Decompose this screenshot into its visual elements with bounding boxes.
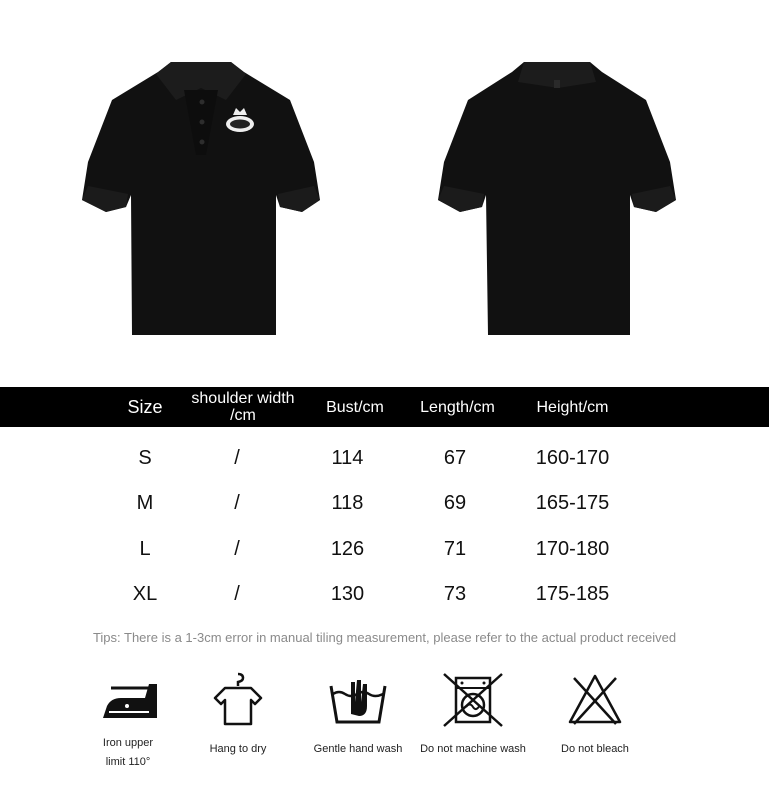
header-shoulder-width xyxy=(178,387,308,427)
cell-size: M xyxy=(136,491,154,514)
iron-label-line1: Iron upper xyxy=(102,737,154,749)
polo-back-image xyxy=(432,50,682,345)
wash-label: Gentle hand wash xyxy=(313,743,403,755)
polo-front-image xyxy=(76,50,326,345)
cell-shoulder: / xyxy=(234,491,240,514)
cell-length: 69 xyxy=(443,491,467,514)
table-row xyxy=(0,443,769,473)
header-shoulder-line2: /cm xyxy=(230,407,256,424)
cell-length: 73 xyxy=(443,582,467,605)
no-bleach-icon xyxy=(564,672,626,728)
iron-icon xyxy=(97,672,159,728)
cell-bust: 118 xyxy=(331,491,364,514)
iron-label-line2: limit 110° xyxy=(105,756,151,768)
care-wash xyxy=(298,672,418,759)
cell-length: 67 xyxy=(443,446,467,469)
no-machine-wash-icon xyxy=(442,672,504,728)
care-hang xyxy=(178,672,298,759)
table-row xyxy=(0,488,769,518)
cell-size: XL xyxy=(132,582,158,605)
hand-wash-icon xyxy=(327,672,389,728)
cell-shoulder: / xyxy=(234,582,240,605)
no-machine-label: Do not machine wash xyxy=(420,743,526,755)
cell-bust: 114 xyxy=(331,446,364,469)
cell-height: 170-180 xyxy=(535,537,610,560)
header-height: Height/cm xyxy=(536,398,609,416)
table-row xyxy=(0,534,769,564)
cell-length: 71 xyxy=(443,537,467,560)
cell-bust: 130 xyxy=(330,582,365,605)
cell-height: 175-185 xyxy=(535,582,610,605)
care-no-machine-wash xyxy=(413,672,533,759)
header-shoulder-line1: shoulder width xyxy=(191,390,295,407)
cell-bust: 126 xyxy=(330,537,365,560)
care-iron xyxy=(68,672,188,772)
header-length: Length/cm xyxy=(420,398,495,416)
cell-height: 160-170 xyxy=(535,446,610,469)
no-bleach-label: Do not bleach xyxy=(561,743,629,755)
cell-height: 165-175 xyxy=(535,491,610,514)
cell-shoulder: / xyxy=(234,446,240,469)
header-size: Size xyxy=(127,396,163,417)
table-row xyxy=(0,579,769,609)
care-no-bleach xyxy=(535,672,655,759)
cell-size: L xyxy=(139,537,151,560)
cell-size: S xyxy=(138,446,152,469)
hanger-shirt-icon xyxy=(207,672,269,728)
hang-label: Hang to dry xyxy=(209,743,267,755)
size-table-header xyxy=(0,387,769,427)
cell-shoulder: / xyxy=(234,537,240,560)
header-bust: Bust/cm xyxy=(326,398,384,416)
measurement-tips: Tips: There is a 1-3cm error in manual tiling measurement, please refer to the actual product received xyxy=(92,630,677,645)
